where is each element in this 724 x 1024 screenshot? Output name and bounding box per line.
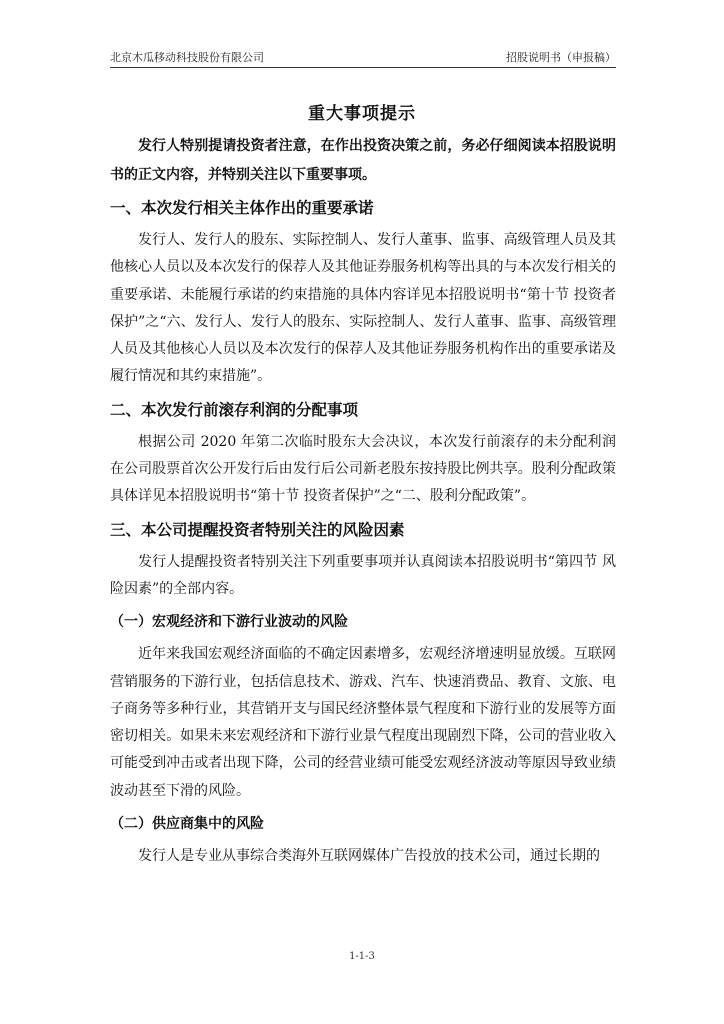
document-body [110,132,616,870]
header-company-name: 北京木瓜移动科技股份有限公司 [110,51,264,64]
page-title: 重大事项提示 [308,104,416,124]
section-heading-commitments: 一、本次发行相关主体作出的重要承诺 [110,199,374,217]
section-body-commitments: 发行人、发行人的股东、实际控制人、发行人董事、监事、高级管理人员及其他核心人员以及本次发行的保荐人及其他证券服务机构等出具的与本次发行相关的重要承诺、未能履行承诺的约束措施的具体内容详见本招股说明书“第十节 投资者保护”之“六、发行人、发行人的股东、实际控制人、发行人董事、监事、高级管理人员及其他核心人员以及本次发行的保荐人及其他证券服务机构作出的重要承诺及履行情况和其约束措施”。 [110,232,616,385]
header-document-type: 招股说明书（申报稿） [506,51,616,64]
subsection-heading-supplier-risk: （二）供应商集中的风险 [110,816,264,833]
section-body-profit-distribution: 根据公司 2020 年第二次临时股东大会决议，本次发行前滚存的未分配利润在公司股票首次公开发行后由发行后公司新老股东按持股比例共享。股利分配政策具体详见本招股说明书“第十节 投资者保护”之“二、股利分配政策”。 [110,433,616,505]
running-header [110,48,616,66]
subsection-heading-macro-risk: （一）宏观经济和下游行业波动的风险 [110,614,348,631]
page-number: 1-1-3 [349,951,375,962]
intro-paragraph: 发行人特别提请投资者注意，在作出投资决策之前，务必仔细阅读本招股说明书的正文内容，并特别关注以下重要事项。 [110,138,616,183]
section-body-risk-factors: 发行人提醒投资者特别关注下列重要事项并认真阅读本招股说明书“第四节 风险因素”的全部内容。 [110,553,616,597]
header-divider [110,67,616,68]
subsection-body-supplier-risk: 发行人是专业从事综合类海外互联网媒体广告投放的技术公司，通过长期的 [138,848,600,865]
section-heading-profit-distribution: 二、本次发行前滚存利润的分配事项 [110,400,359,419]
subsection-body-macro-risk: 近年来我国宏观经济面临的不确定因素增多，宏观经济增速明显放缓。互联网营销服务的下游行业，包括信息技术、游戏、汽车、快速消费品、教育、文旅、电子商务等多种行业，其营销开支与国民经济整体景气程度和下游行业的发展等方面密切相关。如果未来宏观经济和下游行业景气程度出现剧烈下降，公司的营业收入可能受到冲击或者出现下降，公司的经营业绩可能受宏观经济波动等原因导致业绩波动甚至下滑的风险。 [110,646,616,799]
section-heading-risk-factors: 三、本公司提醒投资者特别关注的风险因素 [110,520,405,539]
